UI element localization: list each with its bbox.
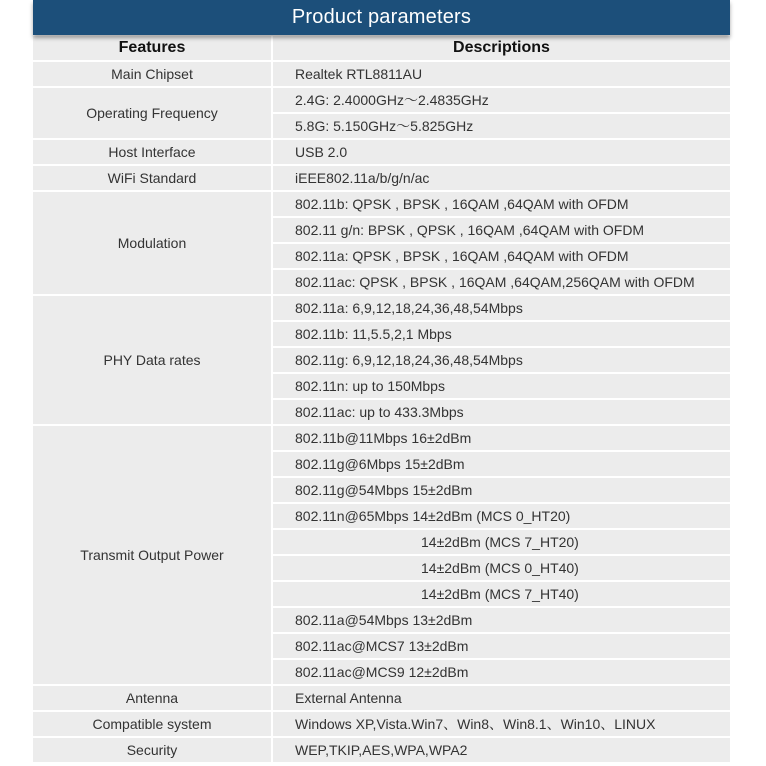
description-cell: 802.11n@65Mbps 14±2dBm (MCS 0_HT20) xyxy=(273,504,730,528)
feature-cell: Modulation xyxy=(33,192,271,294)
description-cell: Windows XP,Vista.Win7、Win8、Win8.1、Win10、LINUX xyxy=(273,712,730,736)
description-cell: 14±2dBm (MCS 0_HT40) xyxy=(273,556,730,580)
description-cell: 2.4G: 2.4000GHz～2.4835GHz xyxy=(273,88,730,112)
feature-cell: Transmit Output Power xyxy=(33,426,271,684)
description-cell: 5.8G: 5.150GHz～5.825GHz xyxy=(273,114,730,138)
description-cell: 802.11n: up to 150Mbps xyxy=(273,374,730,398)
description-cell: Realtek RTL8811AU xyxy=(273,62,730,86)
description-cell: 802.11b@11Mbps 16±2dBm xyxy=(273,426,730,450)
description-cell: External Antenna xyxy=(273,686,730,710)
description-cell: iEEE802.11a/b/g/n/ac xyxy=(273,166,730,190)
description-cell: 802.11b: QPSK , BPSK , 16QAM ,64QAM with OFDM xyxy=(273,192,730,216)
feature-cell: Compatible system xyxy=(33,712,271,736)
description-cell: 802.11ac@MCS9 12±2dBm xyxy=(273,660,730,684)
description-cell: 802.11g: 6,9,12,18,24,36,48,54Mbps xyxy=(273,348,730,372)
feature-cell: Main Chipset xyxy=(33,62,271,86)
description-cell: 802.11a: 6,9,12,18,24,36,48,54Mbps xyxy=(273,296,730,320)
feature-cell: Security xyxy=(33,738,271,762)
feature-cell: Antenna xyxy=(33,686,271,710)
description-cell: USB 2.0 xyxy=(273,140,730,164)
feature-cell: PHY Data rates xyxy=(33,296,271,424)
page-title: Product parameters xyxy=(291,6,472,28)
description-cell: 802.11ac: up to 433.3Mbps xyxy=(273,400,730,424)
description-cell: 802.11ac: QPSK , BPSK , 16QAM ,64QAM,256QAM with OFDM xyxy=(273,270,730,294)
description-cell: 14±2dBm (MCS 7_HT20) xyxy=(273,530,730,554)
description-cell: 802.11g@6Mbps 15±2dBm xyxy=(273,452,730,476)
description-cell: 802.11g@54Mbps 15±2dBm xyxy=(273,478,730,502)
description-cell: 802.11 g/n: BPSK , QPSK , 16QAM ,64QAM with OFDM xyxy=(273,218,730,242)
description-cell: 802.11a@54Mbps 13±2dBm xyxy=(273,608,730,632)
description-cell: 802.11ac@MCS7 13±2dBm xyxy=(273,634,730,658)
features-header: Features xyxy=(33,36,271,60)
parameters-table xyxy=(33,36,730,766)
feature-cell: Host Interface xyxy=(33,140,271,164)
descriptions-header: Descriptions xyxy=(273,36,730,60)
feature-cell: WiFi Standard xyxy=(33,166,271,190)
description-cell: WEP,TKIP,AES,WPA,WPA2 xyxy=(273,738,730,762)
title-bar xyxy=(33,0,730,35)
feature-cell: Operating Frequency xyxy=(33,88,271,138)
description-cell: 14±2dBm (MCS 7_HT40) xyxy=(273,582,730,606)
description-cell: 802.11a: QPSK , BPSK , 16QAM ,64QAM with OFDM xyxy=(273,244,730,268)
description-cell: 802.11b: 11,5.5,2,1 Mbps xyxy=(273,322,730,346)
